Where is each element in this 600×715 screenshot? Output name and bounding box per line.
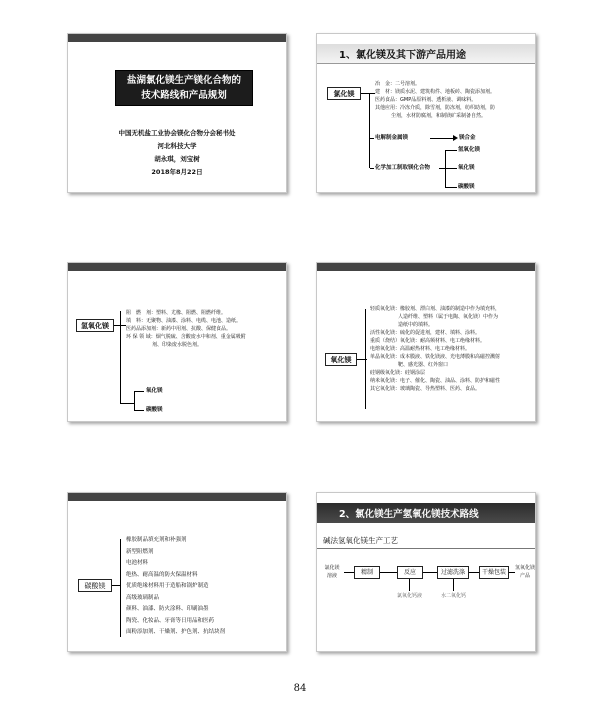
organization-1: 中国无机盐工业协会镁化合物分会秘书处 bbox=[118, 129, 236, 137]
uses-list bbox=[126, 535, 225, 639]
use-item: 人造纤维、塑料（属于电陶、氧化镁）中作为 bbox=[398, 314, 499, 320]
output-mgco3: 碳酸镁 bbox=[146, 407, 163, 413]
connector bbox=[445, 150, 457, 151]
title-credits bbox=[68, 127, 286, 179]
connector bbox=[370, 168, 374, 169]
use-item: 颜料、油漆、防火涂料、印刷油墨 bbox=[126, 606, 209, 612]
branch-chemical: 化学加工制取镁化合物 bbox=[375, 165, 431, 171]
compound-mgoh2: 氢氧化镁 bbox=[458, 147, 481, 153]
use-item: 医药食品：GMP品原料剂、透析液、调味料。 bbox=[375, 97, 477, 103]
branch-output-alloy: 镁合金 bbox=[459, 135, 476, 141]
connector bbox=[112, 585, 120, 586]
slide-top-bar bbox=[68, 34, 286, 42]
output-label: 氢氧化镁 产品 bbox=[514, 565, 535, 579]
use-item: 陶瓷、化妆品、牙膏等日用品和医药 bbox=[126, 617, 215, 624]
compound-mgco3: 碳酸镁 bbox=[458, 184, 475, 190]
step-react: 反应 bbox=[397, 566, 423, 579]
connector bbox=[361, 93, 375, 94]
connector bbox=[439, 168, 457, 169]
process-subtitle: 碱法氢氧化镁生产工艺 bbox=[323, 536, 398, 545]
uses-list bbox=[126, 309, 246, 349]
slide-mgoh2-uses bbox=[67, 262, 287, 422]
use-item: 新型阻燃剂 bbox=[126, 548, 154, 555]
flow-line bbox=[380, 572, 397, 573]
use-item: 建 材：镁质水泥、建筑构件、地板砖、陶瓷添加剂。 bbox=[375, 89, 496, 95]
arrow-line bbox=[430, 138, 454, 139]
use-item: 电池材料 bbox=[126, 560, 149, 566]
root-box: 氯化镁 bbox=[327, 87, 361, 100]
branch-electrolysis: 电解制金属镁 bbox=[375, 135, 409, 141]
use-item: 环 保 领 域：烟气脱硫、含酸废水中和剂、重金属吸附 bbox=[126, 334, 246, 340]
slide-title-page bbox=[67, 33, 287, 193]
connector bbox=[120, 403, 134, 404]
divider bbox=[317, 548, 536, 549]
step-dry-pack: 干燥包装 bbox=[479, 566, 509, 579]
slide-title: 1、氯化镁及其下游产品用途 bbox=[339, 50, 466, 61]
use-item: 面粉添加剂、干燥剂、护色剂、抗结块剂 bbox=[126, 629, 226, 635]
flow-line bbox=[344, 572, 354, 573]
use-item: 轻质氧化镁：橡胶剂、漂白剂、油漆的制造中作为填充料， bbox=[370, 306, 501, 312]
step-refine: 精制 bbox=[354, 566, 380, 579]
side-label-left: 氯氧化钙液 bbox=[397, 593, 423, 599]
root-box: 氢氧化镁 bbox=[76, 319, 114, 332]
flow-line bbox=[409, 579, 410, 591]
use-item: 阻 燃 剂：塑料、尤橡、阻燃、阻燃纤维。 bbox=[126, 310, 227, 316]
slide-title bbox=[118, 73, 250, 103]
use-item: 电熔氧化镁：高温耐热材料、电工绝缘材料。 bbox=[370, 346, 471, 352]
connector bbox=[134, 391, 135, 410]
use-item: 医药品添加剂：新药中用剂、抗酸、保健食品。 bbox=[126, 326, 232, 332]
authors: 胡永琪，刘宝树 bbox=[154, 155, 200, 163]
slide-mgcl2-uses bbox=[316, 33, 536, 193]
slide-mgo-uses bbox=[316, 262, 536, 422]
arrow-head bbox=[453, 135, 458, 141]
date: 2018年8月22日 bbox=[151, 168, 203, 176]
use-item: 剂、印染废水脱色剂。 bbox=[152, 342, 203, 348]
connector bbox=[120, 311, 121, 403]
connector bbox=[134, 410, 144, 411]
step-filter-wash: 过滤洗涤 bbox=[437, 566, 469, 579]
input-label: 氯化镁 溶液 bbox=[324, 565, 340, 579]
uses-list bbox=[370, 305, 500, 393]
flow-line bbox=[469, 572, 479, 573]
root-box: 氧化镁 bbox=[325, 353, 357, 366]
use-item: 优质绝缘材料用于造船和锅炉制造 bbox=[126, 583, 209, 589]
connector bbox=[365, 309, 366, 409]
title-line-1: 盐湖氯化镁生产镁化合物的 bbox=[126, 75, 241, 86]
use-item: 橡胶制品填充剂和补强剂 bbox=[126, 537, 187, 543]
use-item: 造纸中的填料。 bbox=[398, 322, 434, 328]
use-item: 绝热、耐高温的防火保温材料 bbox=[126, 571, 198, 578]
flow-line bbox=[423, 572, 437, 573]
use-item: 填 料：无聚物、油漆、涂料、电缆、电池、造纸。 bbox=[126, 318, 242, 324]
slide-top-bar bbox=[317, 263, 535, 271]
connector bbox=[369, 93, 370, 168]
use-item: 纳米氧化镁：电子、催化、陶瓷、油品、涂料、防护和磁性 bbox=[370, 378, 501, 384]
use-item: 其他应用：冷冻介质，除雪剂，防冻剂，纺织助剂，防 bbox=[375, 105, 496, 111]
slide-top-bar bbox=[68, 263, 286, 271]
use-item: 活性氧化镁：硫化的促进剂，建材、填料、涂料。 bbox=[370, 330, 481, 336]
compound-mgo: 氧化镁 bbox=[458, 165, 475, 171]
side-label-right: 水二氧化钙 bbox=[441, 593, 467, 599]
use-item: 重质（烧结）氧化镁：耐高频材料、电工绝缘材料。 bbox=[370, 338, 486, 344]
connector bbox=[134, 391, 144, 392]
page-number: 84 bbox=[293, 683, 307, 694]
slide-mgco3-uses bbox=[67, 492, 287, 652]
use-item: 硅钢级氧化镁：硅钢涂层 bbox=[370, 370, 426, 376]
use-item: 冶 金：二号溶剂。 bbox=[375, 81, 421, 87]
use-item: 单晶氧化镁：成本膜液、铁化镁液、光电薄膜和高磁控溅射 bbox=[370, 354, 501, 360]
use-item: 其它氧化镁：玻璃陶瓷、导热塑料、医药、食品。 bbox=[370, 386, 481, 392]
flow-line bbox=[453, 579, 454, 591]
slide-process-route bbox=[316, 492, 536, 652]
output-mgo: 氧化镁 bbox=[146, 388, 163, 394]
slide-top-bar bbox=[68, 493, 286, 501]
title-line-2: 技术路线和产品规划 bbox=[141, 90, 227, 101]
connector bbox=[370, 138, 374, 139]
connector bbox=[445, 187, 457, 188]
use-item: 高级玻璃制品 bbox=[126, 594, 160, 601]
use-item: 尘剂，水材防腐剂，和制镁矿采制备自然。 bbox=[391, 113, 487, 119]
uses-list bbox=[375, 80, 495, 120]
root-box: 碳酸镁 bbox=[78, 579, 112, 592]
connector bbox=[120, 539, 121, 637]
slide-title: 2、氯化镁生产氢氧化镁技术路线 bbox=[339, 509, 479, 520]
organization-2: 河北科技大学 bbox=[157, 142, 197, 150]
use-item: 靶、感光器、红外窗口 bbox=[398, 362, 449, 368]
